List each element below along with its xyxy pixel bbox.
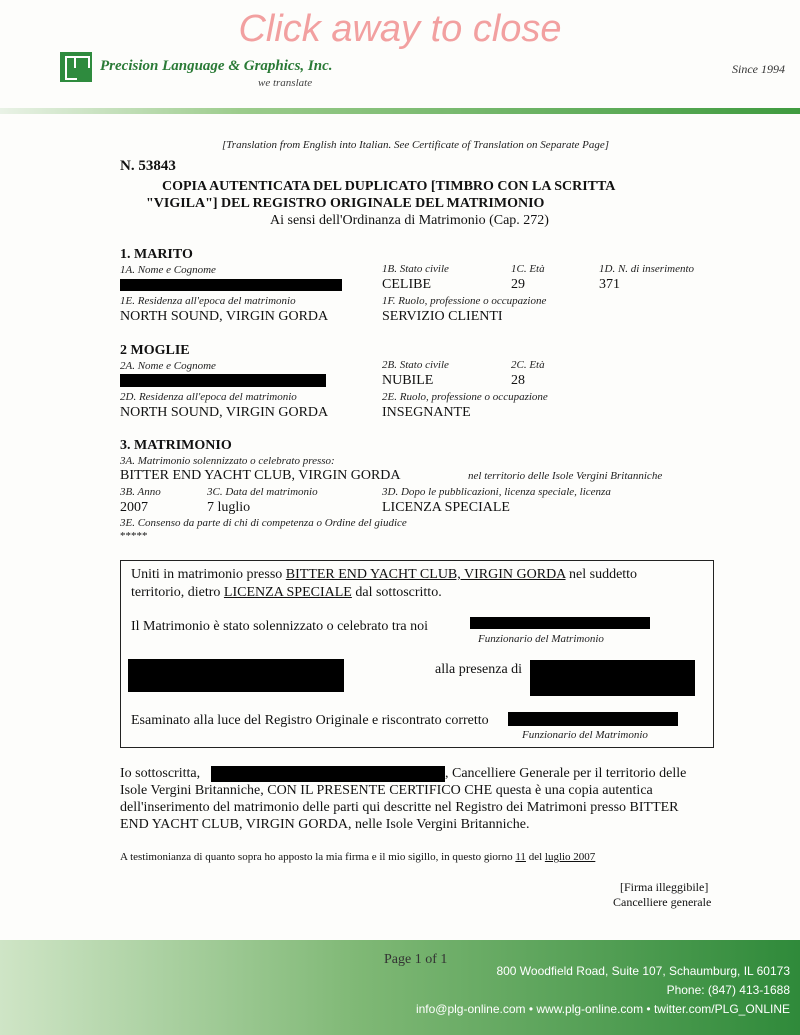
company-tagline: we translate xyxy=(258,77,313,89)
moglie-eta-label: 2C. Età xyxy=(511,359,545,371)
signature-role: Cancelliere generale xyxy=(613,895,712,909)
marito-residenza-label: 1E. Residenza all'epoca del matrimonio xyxy=(120,295,296,307)
matrimonio-consenso-value: ***** xyxy=(120,530,148,542)
matrimonio-luogo-value: BITTER END YACHT CLUB, VIRGIN GORDA xyxy=(120,468,401,483)
matrimonio-heading: 3. MATRIMONIO xyxy=(120,438,232,453)
certification-line4: END YACHT CLUB, VIRGIN GORDA, nelle Isole Vergini Britanniche. xyxy=(120,817,530,832)
redacted-registrar-name xyxy=(211,766,445,782)
moglie-name-label: 2A. Nome e Cognome xyxy=(120,360,216,372)
marito-heading: 1. MARITO xyxy=(120,247,193,262)
signature-firma: [Firma illeggibile] xyxy=(620,880,709,894)
marito-ruolo-label: 1F. Ruolo, professione o occupazione xyxy=(382,295,547,307)
marito-name-label: 1A. Nome e Cognome xyxy=(120,264,216,276)
testimony-text: A testimonianza di quanto sopra ho apposto la mia firma e il mio sigillo, in questo giorno xyxy=(120,851,513,863)
box-presenza: alla presenza di xyxy=(435,662,523,677)
box-line2-license: LICENZA SPECIALE xyxy=(223,585,352,600)
moglie-residenza-label: 2D. Residenza all'epoca del matrimonio xyxy=(120,391,297,403)
document-number: N. 53843 xyxy=(120,158,176,174)
moglie-ruolo-label: 2E. Ruolo, professione o occupazione xyxy=(382,391,548,403)
box-line1 xyxy=(131,567,637,583)
redacted-marito-name xyxy=(120,279,342,291)
testimony-del: del xyxy=(528,851,543,863)
marito-residenza-value: NORTH SOUND, VIRGIN GORDA xyxy=(120,309,329,324)
matrimonio-anno-value: 2007 xyxy=(120,500,148,515)
box-line1-a: Uniti in matrimonio presso xyxy=(131,567,283,582)
moglie-eta-value: 28 xyxy=(511,373,525,388)
since-label: Since 1994 xyxy=(732,62,785,76)
testimony-month: luglio 2007 xyxy=(544,851,596,863)
matrimonio-anno-label: 3B. Anno xyxy=(120,486,161,498)
box-line2-b: dal sottoscritto. xyxy=(355,585,442,600)
matrimonio-luogo-label: 3A. Matrimonio solennizzato o celebrato presso: xyxy=(120,455,335,467)
marito-inserimento-value: 371 xyxy=(599,277,620,292)
moglie-stato-value: NUBILE xyxy=(382,373,434,388)
moglie-ruolo-value: INSEGNANTE xyxy=(382,405,471,420)
footer-phone: Phone: (847) 413-1688 xyxy=(666,983,790,997)
moglie-stato-label: 2B. Stato civile xyxy=(382,359,449,371)
click-away-to-close-overlay[interactable]: Click away to close xyxy=(238,8,562,50)
certification-line2: Isole Vergini Britanniche, CON IL PRESENTE CERTIFICO CHE questa è una copia autentica xyxy=(120,783,653,798)
translation-note: [Translation from English into Italian. See Certificate of Translation on Separate Page] xyxy=(222,139,610,151)
footer-contacts: info@plg-online.com • www.plg-online.com • twitter.com/PLG_ONLINE xyxy=(415,1002,790,1016)
matrimonio-pubblicazioni-value: LICENZA SPECIALE xyxy=(382,500,510,515)
certification-line3: dell'inserimento del matrimonio delle parti qui descritte nel Registro dei Matrimoni presso BITTER xyxy=(120,800,679,815)
matrimonio-consenso-label: 3E. Consenso da parte di chi di competenza o Ordine del giudice xyxy=(120,517,407,529)
marito-eta-value: 29 xyxy=(511,277,525,292)
redacted-moglie-name xyxy=(120,374,326,387)
box-line2 xyxy=(131,585,442,601)
certification-line1-b: , Cancelliere Generale per il territorio delle xyxy=(445,766,687,781)
matrimonio-data-label: 3C. Data del matrimonio xyxy=(207,486,318,498)
marito-eta-label: 1C. Età xyxy=(511,263,545,275)
document-title-line2: "VIGILA"] DEL REGISTRO ORIGINALE DEL MATRIMONIO xyxy=(146,196,545,211)
moglie-heading: 2 MOGLIE xyxy=(120,343,190,358)
redacted-examiner-signature xyxy=(508,712,678,726)
marito-inserimento-label: 1D. N. di inserimento xyxy=(599,263,695,275)
redacted-witnesses xyxy=(530,660,695,696)
matrimonio-data-value: 7 luglio xyxy=(207,500,251,515)
footer-address: 800 Woodfield Road, Suite 107, Schaumburg, IL 60173 xyxy=(496,964,790,978)
redacted-party-names xyxy=(128,659,344,692)
company-logo-icon xyxy=(60,52,92,82)
marito-stato-value: CELIBE xyxy=(382,277,431,292)
document-subtitle: Ai sensi dell'Ordinanza di Matrimonio (Cap. 272) xyxy=(270,213,549,228)
moglie-residenza-value: NORTH SOUND, VIRGIN GORDA xyxy=(120,405,329,420)
page-indicator: Page 1 of 1 xyxy=(384,952,448,967)
certification-line1: Io sottoscritta, xyxy=(120,766,201,781)
box-line1-b: nel suddetto xyxy=(569,567,638,582)
matrimonio-pubblicazioni-label: 3D. Dopo le pubblicazioni, licenza speciale, licenza xyxy=(382,486,611,498)
company-name: Precision Language & Graphics, Inc. xyxy=(100,58,333,74)
box-solennizzato: Il Matrimonio è stato solennizzato o celebrato tra noi xyxy=(131,619,429,634)
testimony-line xyxy=(120,851,595,863)
box-line1-place: BITTER END YACHT CLUB, VIRGIN GORDA xyxy=(285,567,566,582)
box-funzionario1: Funzionario del Matrimonio xyxy=(478,633,604,645)
box-line2-a: territorio, dietro xyxy=(131,585,221,600)
testimony-day: 11 xyxy=(515,851,526,863)
redacted-officiant-signature xyxy=(470,617,650,629)
matrimonio-territorio: nel territorio delle Isole Vergini Britanniche xyxy=(468,470,663,482)
box-funzionario2: Funzionario del Matrimonio xyxy=(522,729,648,741)
box-esaminato: Esaminato alla luce del Registro Originale e riscontrato corretto xyxy=(131,713,489,728)
marito-stato-label: 1B. Stato civile xyxy=(382,263,449,275)
marito-ruolo-value: SERVIZIO CLIENTI xyxy=(382,309,503,324)
header-divider xyxy=(0,108,800,114)
document-title-line1: COPIA AUTENTICATA DEL DUPLICATO [TIMBRO CON LA SCRITTA xyxy=(162,179,616,194)
